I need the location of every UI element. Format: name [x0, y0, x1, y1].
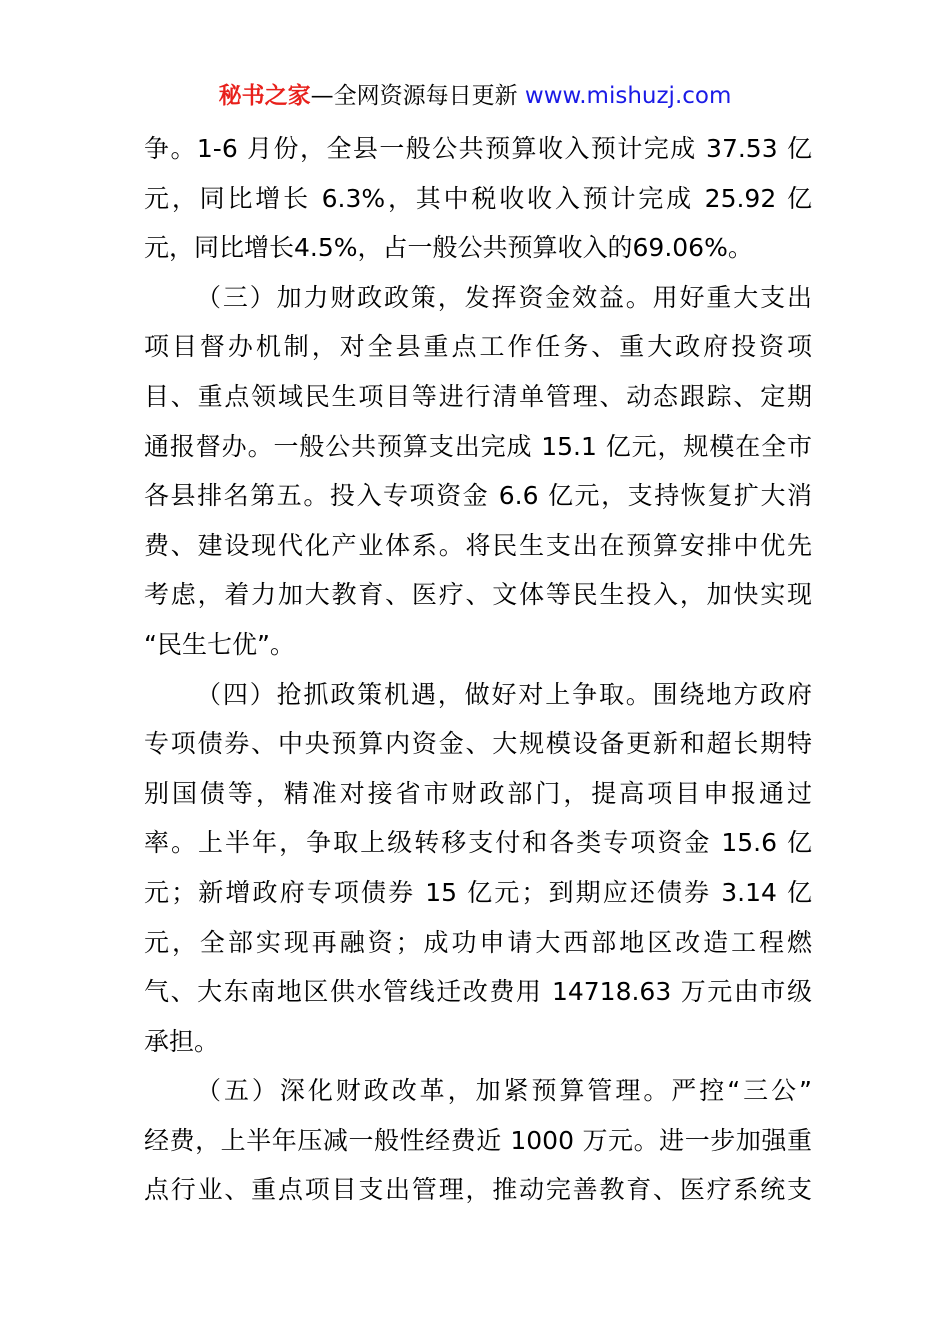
- brand-name: 秘书之家: [218, 83, 311, 109]
- text-line: 通报督办。一般公共预算支出完成 15.1 亿元，规模在全市: [144, 431, 812, 461]
- text-line: 目、重点领域民生项目等进行清单管理、动态跟踪、定期: [144, 381, 812, 411]
- document-body: [144, 124, 812, 1215]
- text-line: 元，同比增长 6.3%，其中税收收入预计完成 25.92 亿: [144, 183, 812, 213]
- text-line: 专项债券、中央预算内资金、大规模设备更新和超长期特: [144, 729, 812, 759]
- text-line: 承担。: [144, 1026, 220, 1056]
- text-line: 各县排名第五。投入专项资金 6.6 亿元，支持恢复扩大消: [144, 481, 812, 511]
- text-line: 元，同比增长4.5%，占一般公共预算收入的69.06%。: [144, 233, 753, 263]
- page-header: [0, 80, 950, 112]
- text-line: 元；新增政府专项债券 15 亿元；到期应还债券 3.14 亿: [144, 877, 812, 907]
- text-line: 别国债等，精准对接省市财政部门，提高项目申报通过: [144, 778, 812, 808]
- text-line: 项目督办机制，对全县重点工作任务、重大政府投资项: [144, 332, 812, 362]
- section-heading-line: （五）深化财政改革，加紧预算管理。严控“三公”: [196, 1076, 812, 1106]
- text-line: 气、大东南地区供水管线迁改费用 14718.63 万元由市级: [144, 977, 812, 1007]
- site-url-link[interactable]: www.mishuzj.com: [524, 83, 732, 109]
- text-line: 争。1-6 月份，全县一般公共预算收入预计完成 37.53 亿: [144, 134, 812, 163]
- text-line: 费、建设现代化产业体系。将民生支出在预算安排中优先: [144, 530, 812, 560]
- text-line: 考虑，着力加大教育、医疗、文体等民生投入，加快实现: [144, 580, 812, 610]
- text-line: 经费，上半年压减一般性经费近 1000 万元。进一步加强重: [144, 1125, 812, 1155]
- text-line: 元，全部实现再融资；成功申请大西部地区改造工程燃: [144, 927, 812, 957]
- section-heading-line: （三）加力财政政策，发挥资金效益。用好重大支出: [196, 282, 812, 312]
- text-line: 点行业、重点项目支出管理，推动完善教育、医疗系统支: [144, 1175, 812, 1205]
- text-line: “民生七优”。: [144, 629, 295, 659]
- header-tagline: —全网资源每日更新: [310, 83, 518, 109]
- text-line: 率。上半年，争取上级转移支付和各类专项资金 15.6 亿: [144, 828, 812, 858]
- section-heading-line: （四）抢抓政策机遇，做好对上争取。围绕地方政府: [196, 679, 812, 709]
